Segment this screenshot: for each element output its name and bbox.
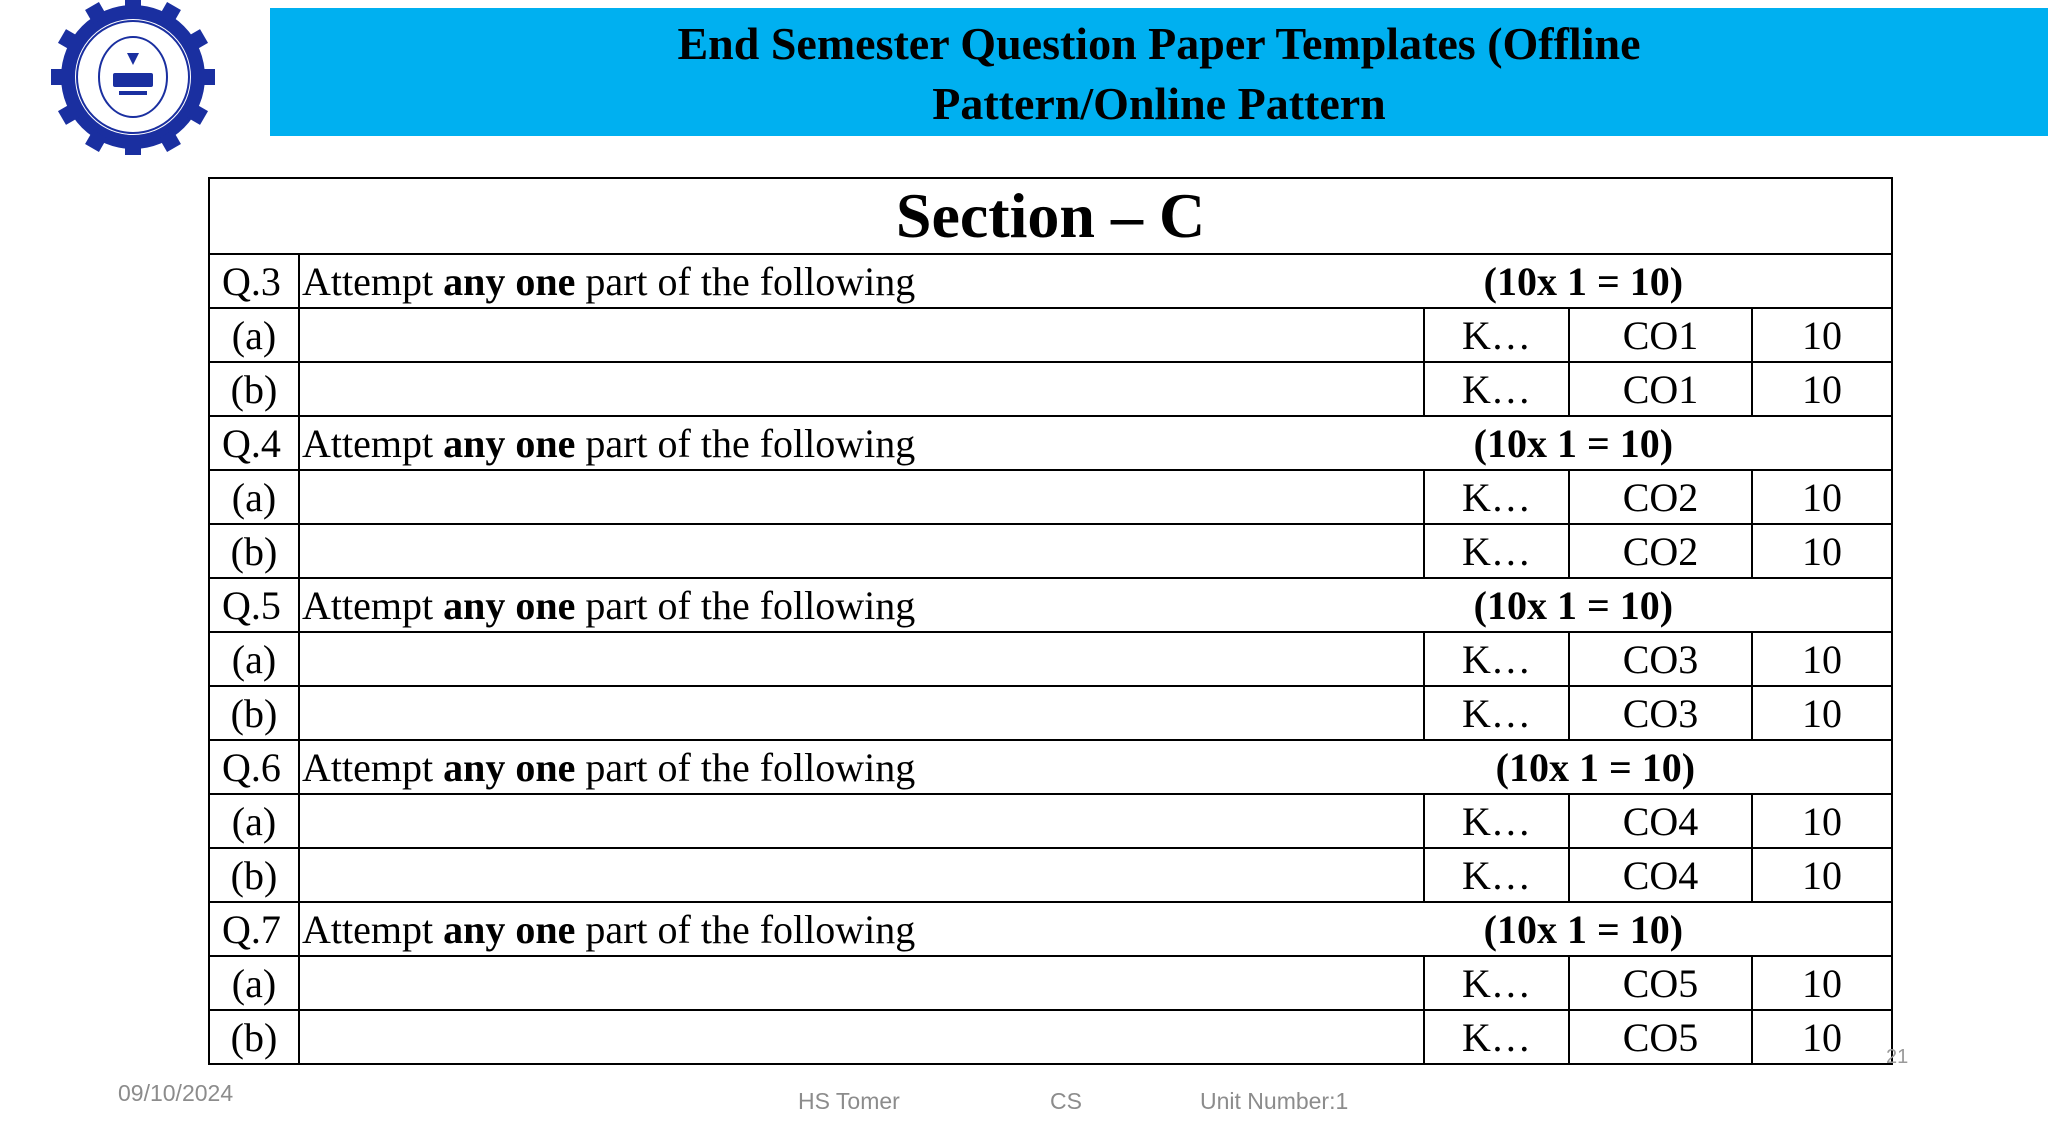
part-row bbox=[209, 362, 1892, 416]
section-header-row bbox=[209, 178, 1892, 254]
part-label: (a) bbox=[209, 956, 299, 1010]
part-marks: 10 bbox=[1752, 308, 1892, 362]
title-line-2: Pattern/Online Pattern bbox=[932, 78, 1386, 129]
part-row bbox=[209, 470, 1892, 524]
part-label: (b) bbox=[209, 1010, 299, 1064]
part-label: (b) bbox=[209, 686, 299, 740]
question-row bbox=[209, 740, 1892, 794]
part-label: (b) bbox=[209, 848, 299, 902]
question-marks: (10x 1 = 10) bbox=[1473, 582, 1674, 628]
part-row bbox=[209, 956, 1892, 1010]
part-row bbox=[209, 632, 1892, 686]
part-label: (a) bbox=[209, 308, 299, 362]
part-marks: 10 bbox=[1752, 794, 1892, 848]
course-outcome: CO5 bbox=[1569, 1010, 1752, 1064]
part-row bbox=[209, 1010, 1892, 1064]
k-level: K… bbox=[1424, 1010, 1569, 1064]
part-text-cell bbox=[299, 1010, 1424, 1064]
footer-date: 09/10/2024 bbox=[118, 1080, 234, 1106]
k-level: K… bbox=[1424, 362, 1569, 416]
question-row bbox=[209, 902, 1892, 956]
part-text-cell bbox=[299, 794, 1424, 848]
course-outcome: CO2 bbox=[1569, 470, 1752, 524]
footer-unit: Unit Number:1 bbox=[1200, 1088, 1349, 1114]
part-label: (b) bbox=[209, 524, 299, 578]
question-marks: (10x 1 = 10) bbox=[1495, 744, 1696, 790]
k-level: K… bbox=[1424, 686, 1569, 740]
page-title bbox=[270, 14, 2048, 134]
part-marks: 10 bbox=[1752, 524, 1892, 578]
footer-info bbox=[798, 1088, 1348, 1115]
course-outcome: CO2 bbox=[1569, 524, 1752, 578]
part-marks: 10 bbox=[1752, 632, 1892, 686]
course-outcome: CO1 bbox=[1569, 362, 1752, 416]
part-row bbox=[209, 308, 1892, 362]
k-level: K… bbox=[1424, 848, 1569, 902]
part-marks: 10 bbox=[1752, 686, 1892, 740]
question-row bbox=[209, 416, 1892, 470]
slide-number: 21 bbox=[1886, 1046, 1909, 1068]
question-marks: (10x 1 = 10) bbox=[1483, 258, 1684, 304]
part-label: (a) bbox=[209, 632, 299, 686]
course-outcome: CO3 bbox=[1569, 632, 1752, 686]
footer-author: HS Tomer bbox=[798, 1088, 900, 1114]
k-level: K… bbox=[1424, 632, 1569, 686]
part-text-cell bbox=[299, 308, 1424, 362]
part-text-cell bbox=[299, 524, 1424, 578]
question-marks: (10x 1 = 10) bbox=[1473, 420, 1674, 466]
part-text-cell bbox=[299, 632, 1424, 686]
course-outcome: CO3 bbox=[1569, 686, 1752, 740]
question-text: Attempt any one part of the following (10x 1 = 10) bbox=[299, 578, 1892, 632]
k-level: K… bbox=[1424, 524, 1569, 578]
part-label: (b) bbox=[209, 362, 299, 416]
title-line-1: End Semester Question Paper Templates (Offline bbox=[677, 18, 1641, 69]
part-marks: 10 bbox=[1752, 848, 1892, 902]
k-level: K… bbox=[1424, 470, 1569, 524]
question-number: Q.7 bbox=[209, 902, 299, 956]
k-level: K… bbox=[1424, 794, 1569, 848]
k-level: K… bbox=[1424, 956, 1569, 1010]
part-label: (a) bbox=[209, 470, 299, 524]
part-marks: 10 bbox=[1752, 1010, 1892, 1064]
course-outcome: CO5 bbox=[1569, 956, 1752, 1010]
institute-logo bbox=[28, 0, 238, 155]
part-text-cell bbox=[299, 362, 1424, 416]
question-marks: (10x 1 = 10) bbox=[1483, 906, 1684, 952]
course-outcome: CO1 bbox=[1569, 308, 1752, 362]
question-number: Q.5 bbox=[209, 578, 299, 632]
question-number: Q.3 bbox=[209, 254, 299, 308]
course-outcome: CO4 bbox=[1569, 794, 1752, 848]
question-text: Attempt any one part of the following (10x 1 = 10) bbox=[299, 902, 1892, 956]
question-text: Attempt any one part of the following (10x 1 = 10) bbox=[299, 254, 1892, 308]
question-number: Q.4 bbox=[209, 416, 299, 470]
part-marks: 10 bbox=[1752, 362, 1892, 416]
part-label: (a) bbox=[209, 794, 299, 848]
footer-subject: CS bbox=[1050, 1088, 1082, 1114]
part-row bbox=[209, 794, 1892, 848]
part-text-cell bbox=[299, 956, 1424, 1010]
question-row bbox=[209, 254, 1892, 308]
question-text: Attempt any one part of the following (10x 1 = 10) bbox=[299, 740, 1892, 794]
question-text: Attempt any one part of the following (10x 1 = 10) bbox=[299, 416, 1892, 470]
part-row bbox=[209, 524, 1892, 578]
part-row bbox=[209, 848, 1892, 902]
part-text-cell bbox=[299, 686, 1424, 740]
part-row bbox=[209, 686, 1892, 740]
section-title: Section – C bbox=[209, 178, 1892, 254]
question-paper-table bbox=[208, 177, 1893, 1065]
question-number: Q.6 bbox=[209, 740, 299, 794]
part-text-cell bbox=[299, 848, 1424, 902]
part-marks: 10 bbox=[1752, 470, 1892, 524]
k-level: K… bbox=[1424, 308, 1569, 362]
part-text-cell bbox=[299, 470, 1424, 524]
part-marks: 10 bbox=[1752, 956, 1892, 1010]
question-row bbox=[209, 578, 1892, 632]
course-outcome: CO4 bbox=[1569, 848, 1752, 902]
